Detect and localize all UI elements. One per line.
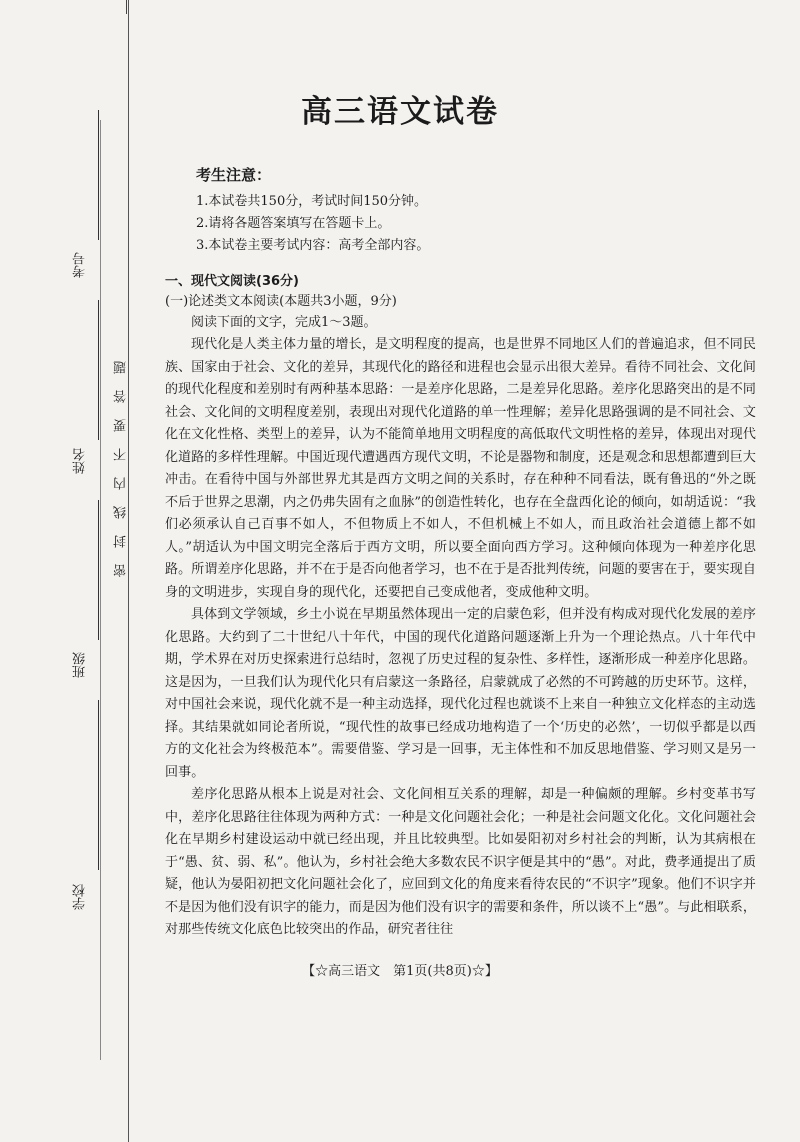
- name-blank[interactable]: [98, 300, 99, 440]
- reading-section: [165, 272, 756, 942]
- class-field: [70, 652, 90, 678]
- binding-dashed-line: [100, 120, 101, 1060]
- class-blank[interactable]: [98, 500, 99, 640]
- reading-instruction: 阅读下面的文字，完成1～3题。: [191, 315, 377, 330]
- notice-item: 2.请将各题答案填写在答题卡上。: [196, 216, 391, 231]
- passage-paragraph: 现代化是人类主体力量的增长，是文明程度的提高，也是世界不同地区人们的普遍追求，但不同民族、国家由于社会、文化的差异，其现代化的路径和进程也会显示出很大差异。看待不同社会、文化间的现代化程度和差别时有两种基本思路：一是差序化思路，二是差异化思路。差序化思路突出的是不同社会、文化间的文明程度差别，表现出对现代化道路的单一性理解；差异化思路强调的是不同社会、文化在文化性格、类型上的差异，认为不能简单地用文明程度的高低取代文明性格的差异，体现出对现代化道路的多样性理解。中国近现代遭遇西方现代文明，不论是器物和制度，还是观念和思想都遭到巨大冲击。在看待中国与外部世界尤其是西方文明之间的关系时，存在种种不同看法，既有鲁迅的“外之既不后于世界之思潮，内之仍弗失固有之血脉”的创造性转化，也存在全盘西化论的倾向，如胡适说：“我们必须承认自己百事不如人，不但物质上不如人，不但机械上不如人，而且政治社会道德上都不如人。”胡适认为中国文明完全落后于西方文明，所以要全面向西方学习。这种倾向体现为一种差序化思路。所谓差序化思路，并不在于是否向他者学习，也不在于是否批判传统，问题的要害在于，要实现自身的文明进步，实现自身的现代化，还要把自己变成他者，变成他种文明。: [165, 337, 756, 600]
- name-field: [70, 448, 90, 474]
- subsection-title: (一)论述类文本阅读(本题共3小题，9分): [165, 294, 397, 309]
- passage-paragraph: 具体到文学领域，乡土小说在早期虽然体现出一定的启蒙色彩，但并没有构成对现代化发展的差序化思路。大约到了二十世纪八十年代，中国的现代化道路问题逐渐上升为一个理论热点。八十年代中期，学术界在对历史探索进行总结时，忽视了历史过程的复杂性、多样性，逐渐形成一种差序化思路。这是因为，一旦我们认为现代化只有启蒙这一条路径，启蒙就成了必然的不可跨越的历史环节。这样，对中国社会来说，现代化就不是一种主动选择，现代化过程也就谈不上来自一种独立文化样态的主动选择。其结果就如同论者所说，“现代性的故事已经成功地构造了一个‘历史的必然’，一切似乎都是以西方的文化社会为终极范本”。需要借鉴、学习是一回事，无主体性和不加反思地借鉴、学习则又是另一回事。: [165, 607, 756, 780]
- notice-item: 3.本试卷主要考试内容：高考全部内容。: [196, 238, 430, 253]
- seal-line-text: 密封线内不要答题: [114, 345, 129, 577]
- section-title: 一、现代文阅读(36分): [165, 274, 299, 289]
- exam-number-label: 考号: [72, 252, 88, 278]
- name-label: 姓名: [72, 448, 88, 474]
- school-label: 学校: [72, 884, 88, 910]
- notice-block: [196, 164, 756, 257]
- page-title: 高三语文试卷: [301, 94, 499, 130]
- school-blank[interactable]: [98, 700, 99, 870]
- school-field: [70, 884, 90, 910]
- notice-item: 1.本试卷共150分，考试时间150分钟。: [196, 194, 428, 209]
- passage-paragraph: 差序化思路从根本上说是对社会、文化间相互关系的理解，却是一种偏颇的理解。乡村变革书写中，差序化思路往往体现为两种方式：一种是文化问题社会化；一种是社会问题文化化。文化问题社会化在早期乡村建设运动中就已经出现，并且比较典型。比如晏阳初对乡村社会的判断，认为其病根在于“愚、贫、弱、私”。他认为，乡村社会绝大多数农民不识字便是其中的“愚”。对此，费孝通提出了质疑，他认为晏阳初把文化问题社会化了，应回到文化的角度来看待农民的“不识字”现象。他们不识字并不是因为他们没有识字的能力，而是因为他们没有识字的需要和条件，所以谈不上“愚”。与此相联系，对那些传统文化底色比较突出的作品，研究者往往: [165, 787, 756, 937]
- exam-number-field: [70, 252, 90, 278]
- class-label: 班级: [72, 652, 88, 678]
- notice-title: 考生注意：: [196, 166, 272, 184]
- page-footer: 【☆高三语文 第1页(共8页)☆】: [302, 964, 498, 979]
